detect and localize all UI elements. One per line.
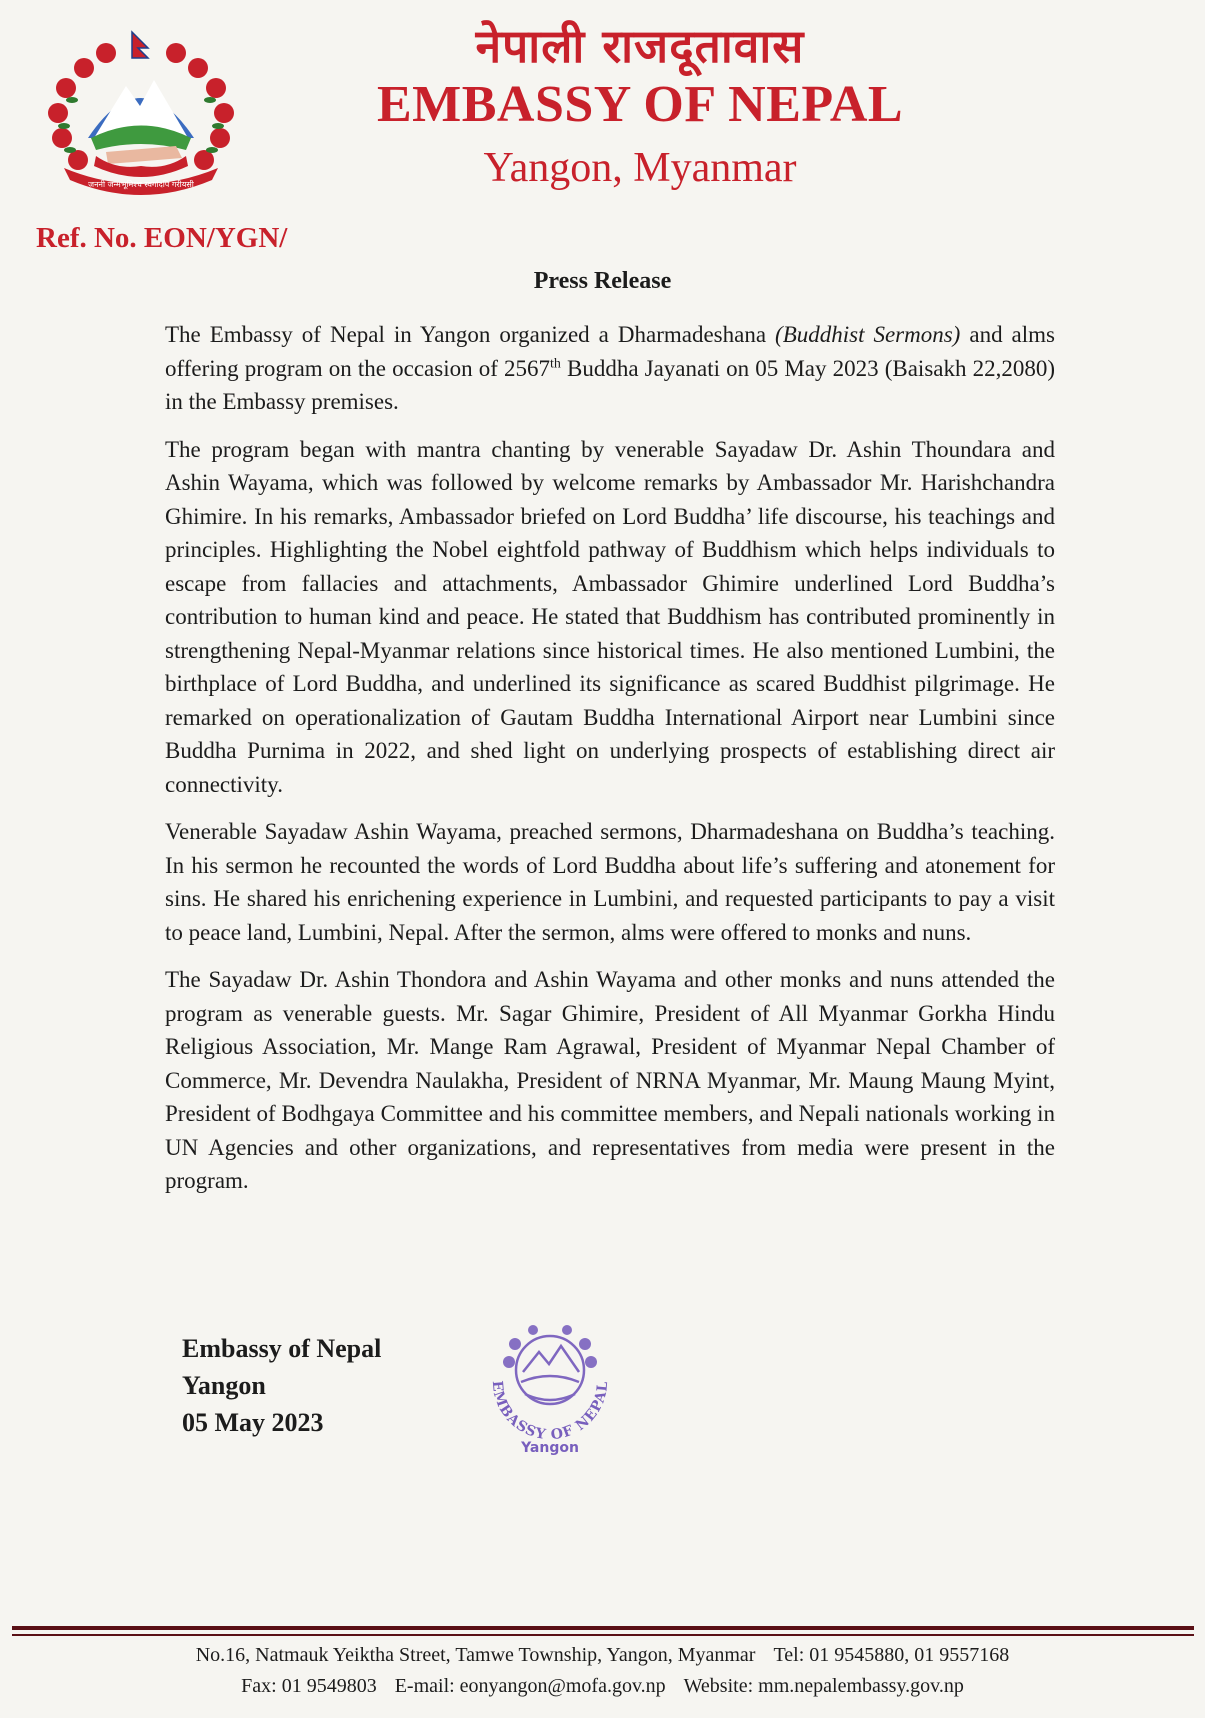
footer-line-1 (0, 1640, 1205, 1671)
footer-website: Website: mm.nepalembassy.gov.np (683, 1675, 964, 1697)
embassy-title: EMBASSY OF NEPAL (376, 76, 904, 133)
embassy-stamp-icon (475, 1310, 625, 1460)
footer-rule-thin (12, 1634, 1194, 1636)
signature-city: Yangon (182, 1371, 266, 1400)
press-release-body (165, 318, 1055, 1212)
signature-embassy: Embassy of Nepal (182, 1334, 382, 1363)
signature-block (182, 1330, 381, 1441)
paragraph-4: The Sayadaw Dr. Ashin Thondora and Ashin Wayama and other monks and nuns attended the program as venerable guests. Mr. Sagar Ghimire, President of All Myanmar Gorkha Hindu Religious Association, Mr. Mange Ram Agrawal, President of Myanmar Nepal Chamber of Commerce, Mr. Devendra Naulakha, President of NRNA Myanmar, Mr. Maung Maung Myint, President of Bodhgaya Committee and his committee members, and Nepali nationals working in UN Agencies and other organizations, and representatives from media were present in the program. (165, 967, 1055, 1193)
paragraph-1: The Embassy of Nepal in Yangon organized a Dharmadeshana (Buddhist Sermons) and alms offering program on the occasion of 2567th Buddha Jayanati on 05 May 2023 (Baisakh 22,2080) in the Embassy premises. (165, 322, 1055, 414)
footer-rule (12, 1626, 1194, 1630)
footer-tel: Tel: 01 9545880, 01 9557168 (773, 1644, 1010, 1666)
press-release-title: Press Release (533, 268, 672, 294)
paragraph-3: Venerable Sayadaw Ashin Wayama, preached sermons, Dharmadeshana on Buddha’s teaching. In his sermon he recounted the words of Lord Buddha about life’s suffering and atonement for sins. He shared his enrichening experience in Lumbini, and requested participants to pay a visit to peace land, Lumbini, Nepal. After the sermon, alms were offered to monks and nuns. (165, 819, 1055, 945)
footer-line-2 (0, 1671, 1205, 1702)
svg-text:EMBASSY OF NEPAL (489, 1380, 612, 1443)
stamp-text: EMBASSY OF NEPAL (488, 1380, 612, 1444)
emblem-motto: जननी जन्मभूमिश्च स्वर्गादपि गरीयसी (88, 180, 194, 189)
footer-address: No.16, Natmauk Yeiktha Street, Tamwe Township, Yangon, Myanmar (195, 1644, 756, 1666)
footer-email: E-mail: eonyangon@mofa.gov.np (394, 1675, 666, 1697)
italic-note: (Buddhist Sermons) (775, 322, 961, 347)
paragraph-2: The program began with mantra chanting by venerable Sayadaw Dr. Ashin Thoundara and Ashin Wayama, which was followed by welcome remarks by Ambassador Mr. Harishchandra Ghimire. In his remarks, Ambassador briefed on Lord Buddha’ life discourse, his teachings and principles. Highlighting the Nobel eightfold pathway of Buddhism which helps individuals to escape from fallacies and attachments, Ambassador Ghimire underlined Lord Buddha’s contribution to human kind and peace. He stated that Buddhism has contributed prominently in strengthening Nepal-Myanmar relations since historical times. He also mentioned Lumbini, the birthplace of Lord Buddha, and underlined its significance as scared Buddhist pilgrimage. He remarked on operationalization of Gautam Buddha International Airport near Lumbini since Buddha Purnima in 2022, and shed light on underlying prospects of establishing direct air connectivity. (165, 436, 1055, 797)
nepal-emblem-icon (36, 28, 246, 203)
stamp-city: Yangon (521, 1440, 579, 1456)
footer-fax: Fax: 01 9549803 (241, 1675, 377, 1697)
letterhead (300, 18, 980, 196)
city-title: Yangon, Myanmar (483, 145, 797, 191)
signature-date: 05 May 2023 (182, 1408, 324, 1437)
nepali-title: नेपाली राजदूतावास (475, 19, 805, 73)
footer-contact (0, 1640, 1205, 1702)
reference-number: Ref. No. EON/YGN/ (36, 222, 288, 254)
ordinal-suffix: th (549, 355, 561, 371)
